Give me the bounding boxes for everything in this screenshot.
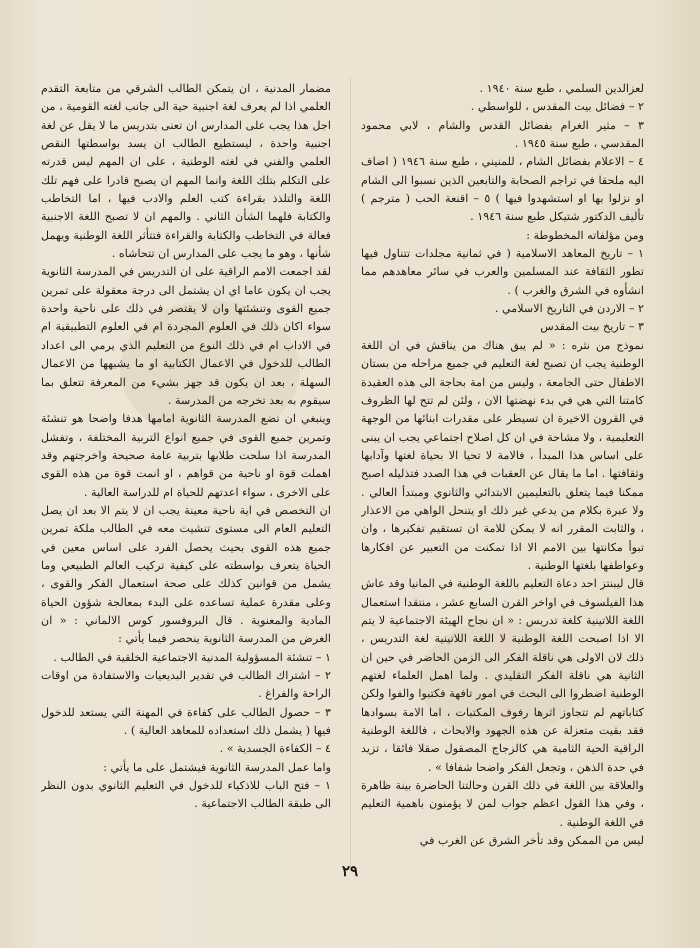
paragraph: وينبغي ان تضع المدرسة الثانوية امامها هدفا واضحا هو تنشئة وتمرين جميع القوى في جميع انواع التربية المختلفة ، وتفشل المدرسة اذا سلحت طلابها بتربية عامة صحيحة واخرجتهم وقد اهملت قوة او ناحية من قواهم ، او انمت قوة من هذه القوى على الاخرى ، سواء اعدتهم للحياة ام للدراسة العالية . (41, 412, 331, 499)
paragraph: لقد اجمعت الامم الراقية على ان التدريس في المدرسة الثانوية يجب ان يكون عاما اي ان يشتمل الى درجة معقولة على تمرين جميع القوى وتنشئتها وان لا يقتصر في ذلك على ناحية واحدة سواء اكان ذلك في العلوم المجردة ام في العلوم التطبيقية ام في الاداب ام في ذلك النوع من التعليم الذي يرمي الى اعداد الطالب للدخول في الاعمال الكتابية او ما يشبهها من الاعمال السهلة ، بعد ان يكون قد جهز بشيء من المعرفة تتعلق بما سيقوم به بعد تخرجه من المدرسة . (41, 265, 331, 407)
paragraph: ان التخصص في اية ناحية معينة يجب ان لا يتم الا بعد ان يصل التعليم العام الى مستوى تنشيت معه في الطالب ملكة تمرين جميع هذه القوى بحيث يحصل الفرد على اساس معين في الحياة يتعرف بواسطته على كيفية تركيب العالم الطبيعي وما يشمل من قوانين كذلك على صحة استعمال الفكر والقوى ، وعلى مقدرة عملية تساعده على البدء بمعالجة شؤون الحياة المادية والمعنوية . قال البروفسور كوس الالماني : « ان الغرض من المدرسة الثانوية ينحصر فيما يأتي : (41, 503, 331, 646)
paragraph: والعلاقة بين اللغة في ذلك القرن وحالتنا الحاضرة بينة ظاهرة ، وفي هذا القول اعظم جواب لمن لا يؤمنون باهمية التعليم في اللغة الوطنية . (361, 779, 644, 829)
paragraph: ١ – فتح الباب للاذكياء للدخول في التعليم الثانوي بدون النظر الى طبقة الطالب الاجتماعية . (41, 779, 331, 811)
right-column (361, 80, 644, 880)
paragraph: قال ليبنتز احد دعاة التعليم باللغة الوطنية في المانيا وقد عاش هذا الفيلسوف في اواخر القرن السابع عشر ، منتقدا استعمال اللغة اللاتينية كلغة تدريس : « ان نجاح الهيئة الاجتماعية لا يتم الا اذا اصبحت اللغة الوطنية لا اللغة اللاتينية لغة التدريس ، ذلك لان الاولى هي ناقلة الفكر الى الزمن الحاضر في حين ان الثانية هي ناقلة الفكر التقليدي . ولما اهمل العلماء لغتهم الوطنية اضطروا الى البحث في امور تافهة فكتبوا والفوا ولكن كتاباتهم لم تتجاوز اثرها رفوف المكتبات ، اما الامة بسوادها فقد بقيت متعزلة عن هذه الجهود والابحاث ، فاللغة الوطنية الراقية الحية الثامية هي كالزجاج المصقول صقلا فائقا ، تزيد في حدة الذهن ، وتجعل الفكر واضحا شفافا » . (361, 577, 644, 774)
left-column (41, 80, 331, 880)
paragraph: مضمار المدنية ، ان يتمكن الطالب الشرقي من متابعة التقدم العلمي اذا لم يعرف لغة اجنبية حية الى جانب لغته القومية ، من اجل هذا يجب على المدارس ان تعنى بتدريس ما لا يقل عن لغة اجنبية واحدة ، ليستطيع الطالب ان يسد بواسطتها النقص العلمي والفني في لغته الوطنية ، على ان المهم ليس قدرته على التكلم بتلك اللغة وانما المهم ان يصبح قادرا على فهم تلك اللغة والتلذذ بقراءة كتب العلم والادب فيها ، اما التخاطب والكتابة فلهما الشأن الثاني . والمهم ان لا تصبح اللغة الاجنبية فعالة في التخاطب والكتابة والقراءة فتتأثر اللغة الوطنية ويهمل شأنها ، وهو ما يجب على المدارس ان تتحاشاه . (41, 82, 331, 261)
paragraph: لعزالدين السلمي ، طبع سنة ١٩٤٠ . (479, 82, 644, 95)
paragraph: واما عمل المدرسة الثانوية فيشتمل على ما يأتي : (103, 760, 331, 774)
paragraph: ليس من الممكن وقد تأخر الشرق عن الغرب في (419, 834, 644, 848)
paragraph: ٤ – الاعلام بفضائل الشام ، للمنيني ، طبع سنة ١٩٤٦ ( اضاف اليه ملحقا في تراجم الصحابة والتابعين الذين نسبوا الى الشام او نزلوا بها او استشهدوا فيها ) ٥ – اقنعة الحب ( مترجم ) تأليف الدكتور شتيكل طبع سنة ١٩٤٦ . (361, 155, 644, 224)
paragraph: ١ – تاريخ المعاهد الاسلامية ( في ثمانية مجلدات تتناول فيها تطور الثقافة عند المسلمين والعرب في سائر معاهدهم مما انشأوه في الشرق والغرب ) . (361, 247, 644, 297)
paragraph: ٣ – تاريخ بيت المقدس (540, 320, 644, 334)
paragraph: ٣ – مثير الغرام بفضائل القدس والشام ، لابي محمود المقدسي ، طبع سنة ١٩٤٥ . (361, 118, 644, 151)
paragraph: ٤ – الكفاءة الجسدية » . (219, 742, 331, 756)
paragraph: ١ – تنشئة المسؤولية المدنية الاجتماعية الخلقية في الطالب . (53, 650, 331, 664)
paragraph: ٣ – حصول الطالب على كفاءة في المهنة التي يستعد للدخول فيها ( يشمل ذلك استعداده للمعاهد العالية ) . (41, 705, 331, 738)
paragraph: ٢ – اشتراك الطالب في تقدير البديعيات والاستفادة من اوقات الراحة والفراغ . (41, 669, 331, 701)
paragraph: نموذج من نثره : « لم يبق هناك من يناقش في ان اللغة الوطنية يجب ان تصبح لغة التعليم في جميع مراحله من بستان الاطفال حتى الجامعة ، وليس من امة بحاجة الى هذه العقيدة كامتنا التي هي في بدء نهضتها الان ، ولئن لم تتح لها الظروف في القرون الاخيرة ان تسيطر على مقدرات ابنائها من الوجهة التعليمية ، ولا مشاحة في ان كل اصلاح اجتماعي يجب ان يبنى على اساس هذا المبدأ ، فالامة لا تحيا الا بحياة لغتها وآدابها وثقافتها . اما ما يقال عن العقبات في هذا الصدد فتذليله اصبح ممكنا فيما يتعلق بالتعليمين الابتدائي والثانوي ومبتدأ العالي . ولا عبرة بكلام من يدعي غير ذلك او يتنحل الواهي من الاعذار ، والثابت المقرر انه لا يمكن للامة ان تستقيم تفكيرها ، وان تبوأ مكانتها بين الامم الا اذا تمكنت من التعبير عن افكارها وعواطفها بلغتها الوطنية . (361, 338, 644, 572)
column-divider (350, 78, 351, 868)
paragraph: ومن مؤلفاته المخطوطة : (526, 228, 644, 242)
page-number: ٢٩ (341, 862, 359, 880)
paragraph: ٢ – الاردن في التاريخ الاسلامي . (494, 302, 644, 316)
paragraph: ٢ – فضائل بيت المقدس ، للواسطي . (470, 100, 644, 114)
